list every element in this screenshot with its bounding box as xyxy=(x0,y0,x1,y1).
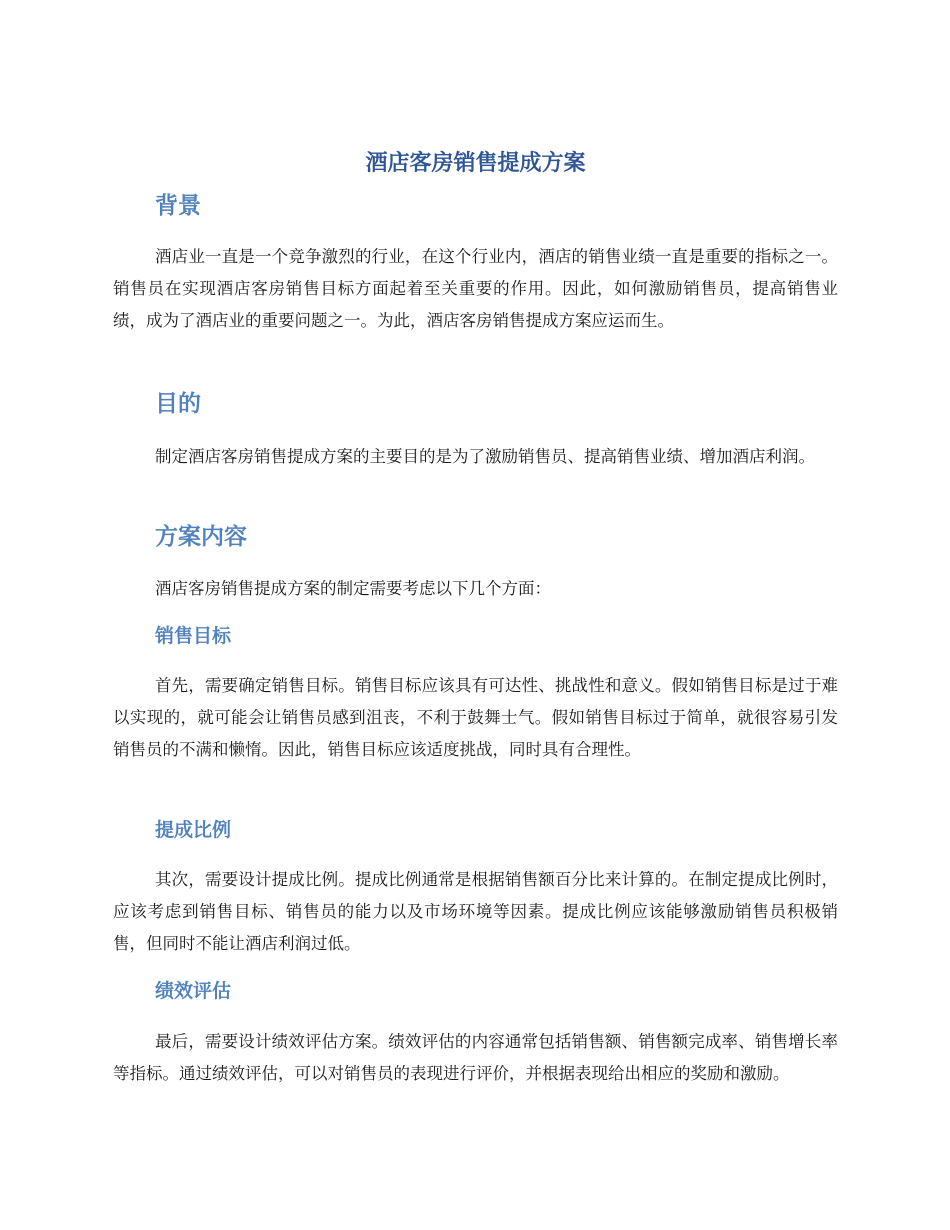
section-paragraph-background: 酒店业一直是一个竞争激烈的行业，在这个行业内，酒店的销售业绩一直是重要的指标之一。销售员在实现酒店客房销售目标方面起着至关重要的作用。因此，如何激励销售员，提高销售业绩，成为了酒店业的重要问题之一。为此，酒店客房销售提成方案应运而生。 xyxy=(113,247,838,330)
section-paragraph-purpose: 制定酒店客房销售提成方案的主要目的是为了激励销售员、提高销售业绩、增加酒店利润。 xyxy=(155,447,815,466)
section-paragraph-plan-content: 酒店客房销售提成方案的制定需要考虑以下几个方面： xyxy=(155,579,551,598)
subsection-heading-performance-evaluation: 绩效评估 xyxy=(155,980,232,1002)
subsection-paragraph-commission-ratio: 其次，需要设计提成比例。提成比例通常是根据销售额百分比来计算的。在制定提成比例时，应该考虑到销售目标、销售员的能力以及市场环境等因素。提成比例应该能够激励销售员积极销售，但同时不能让酒店利润过低。 xyxy=(113,870,838,953)
subsection-paragraph-performance-evaluation: 最后，需要设计绩效评估方案。绩效评估的内容通常包括销售额、销售额完成率、销售增长率等指标。通过绩效评估，可以对销售员的表现进行评价，并根据表现给出相应的奖励和激励。 xyxy=(113,1032,838,1083)
section-heading-background: 背景 xyxy=(155,193,201,219)
section-heading-plan-content: 方案内容 xyxy=(155,524,247,550)
subsection-heading-sales-target: 销售目标 xyxy=(155,625,232,647)
section-heading-purpose: 目的 xyxy=(155,391,201,417)
subsection-heading-commission-ratio: 提成比例 xyxy=(155,819,232,841)
subsection-paragraph-sales-target: 首先，需要确定销售目标。销售目标应该具有可达性、挑战性和意义。假如销售目标是过于难以实现的，就可能会让销售员感到沮丧，不利于鼓舞士气。假如销售目标过于简单，就很容易引发销售员的不满和懒惰。因此，销售目标应该适度挑战，同时具有合理性。 xyxy=(113,676,838,759)
document-title: 酒店客房销售提成方案 xyxy=(365,151,586,176)
